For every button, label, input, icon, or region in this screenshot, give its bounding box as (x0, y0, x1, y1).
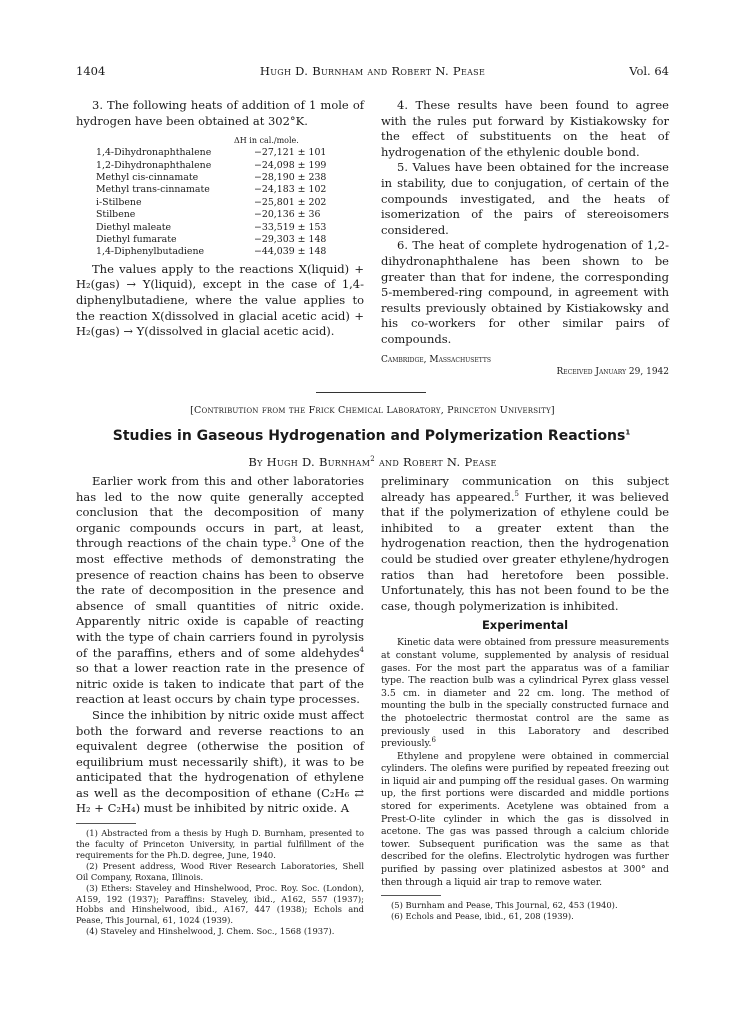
footnote: (4) Staveley and Hinshelwood, J. Chem. Soc., 1568 (1937). (86, 926, 335, 937)
footnote: (5) Burnham and Pease, This Journal, 62, 453 (1940). (391, 900, 618, 911)
heat-value: −20,136 ± 36 (254, 209, 321, 221)
received-date: Received January 29, 1942 (556, 366, 669, 377)
compound-name: 1,4-Dihydronaphthalene (96, 147, 212, 159)
experimental-heading: Experimental (481, 618, 569, 633)
footnote-mark-5: 5 (514, 489, 519, 498)
intro-p1-part-c: so that a lower reaction rate in the presence of nitric oxide is taken to indicate that part of the reaction at least occurs by chain type processes. (76, 661, 364, 707)
intro-paragraph-2: Since the inhibition by nitric oxide must affect both the forward and reverse reactions to an equivalent degree (otherwise the position of equilibrium must necessarily shift), it was to be anticipated that the hydrogenation of ethylene as well as the decomposition of ethane (C₂H₆ ⇄ H₂ + C₂H₄) must be inhibited by nitric oxide. A (76, 707, 364, 816)
byline-and: and (375, 455, 404, 469)
heat-value: −27,121 ± 101 (254, 147, 327, 159)
title-footnote-mark: 1 (625, 428, 631, 437)
footnotes-left (76, 828, 364, 937)
table-unit-label: ΔH in cal./mole. (234, 136, 299, 146)
heat-value: −29,303 ± 148 (254, 234, 327, 246)
byline-by: By (248, 455, 267, 469)
footnote: (3) Ethers: Staveley and Hinshelwood, Proc. Roy. Soc. (London), A159, 192 (1937); Paraffins: Staveley, ibid., A162, 557 (1937); Hobbs and Hinshelwood, ibid., A167, 447 (1938); Echols and Pease, This Journal, 61, 1024 (1939). (76, 882, 364, 926)
heats-table-row (96, 246, 364, 258)
footnote-rule (76, 823, 136, 824)
place-line: Cambridge, Massachusetts (381, 354, 491, 365)
heat-value: −24,098 ± 199 (254, 159, 327, 171)
footnotes-right (381, 900, 669, 922)
compound-name: 1,4-Diphenylbutadiene (96, 246, 205, 258)
compound-name: Methyl cis-cinnamate (96, 172, 199, 183)
heat-value: −25,801 ± 202 (254, 196, 327, 208)
compound-name: Stilbene (96, 209, 136, 221)
article-title-text: Studies in Gaseous Hydrogenation and Polymerization Reactions (112, 428, 626, 444)
author-2: Robert N. Pease (403, 455, 497, 469)
footnote-mark-6: 6 (431, 736, 436, 744)
footnote-mark-3: 3 (291, 536, 296, 545)
author-1: Hugh D. Burnham (266, 455, 371, 469)
intro-paragraph-3 (381, 474, 669, 614)
heats-table-row (96, 234, 364, 246)
page-number: 1404 (76, 64, 106, 78)
experimental-paragraph-2: Ethylene and propylene were obtained in commercial cylinders. The olefins were purified by repeated freezing out in liquid air and pumping off the residual gases. On warming up, the first portions were discarded and middle portions stored for experiments. Acetylene was obtained from a Prest-O-lite cylinder in which the gas is dissolved in acetone. The gas was passed through a calcium chloride tower. Subsequent purification was the same as that described for the olefins. Electrolytic hydrogen was further purified by passing over platinized asbestos at 300° and then through a liquid air trap to remove water. (381, 750, 669, 888)
article-title (60, 428, 683, 444)
experimental-paragraph-1 (381, 637, 669, 750)
heats-table-row (96, 172, 364, 184)
intro-p3-part-b: Further, it was believed that if the polymerization of ethylene could be inhibited to a greater extent than the hydrogenation reaction, then the hydrogenation could be studied over greater ethylene/hydrogen ratios than had heretofore been possible. Unfortunately, this has not been found to be the case, though polymerization is inhibited. (381, 489, 669, 613)
heats-table-row (96, 160, 364, 172)
article-divider (316, 392, 426, 393)
intro-p1-part-b: One of the most effective methods of demonstrating the presence of reaction chains has been to observe the rate of decomposition in the presence and absence of small quantities of nitric oxide. Apparently nitric oxide is capable of reacting with the type of chain carriers found in pyrolysis of the paraffins, ethers and of some aldehydes (76, 536, 364, 660)
compound-name: 1,2-Dihydronaphthalene (96, 159, 212, 171)
compound-name: Diethyl fumarate (96, 234, 177, 246)
heats-table-row (96, 147, 364, 159)
heat-value: −24,183 ± 102 (254, 184, 327, 196)
running-header (76, 64, 669, 80)
article-right-column (381, 474, 669, 922)
footnote: (6) Echols and Pease, ibid., 61, 208 (1939). (391, 911, 574, 922)
summary-item-6: 6. The heat of complete hydrogenation of 1,2-dihydronaphthalene has been shown to be greater than that for indene, the corresponding 5-membered-ring compound, in agreement with results previously obtained by Kistiakowsky and his co-workers for other similar pairs of compounds. (381, 238, 669, 346)
volume-label: Vol. 64 (629, 64, 669, 78)
contribution-line: [Contribution from the Frick Chemical Laboratory, Princeton University] (190, 405, 555, 416)
heat-value: −33,519 ± 153 (254, 221, 327, 233)
reaction-note: The values apply to the reactions X(liquid) + H₂(gas) → Y(liquid), except in the case of 1,4-diphenylbutadiene, where the value applies to the reaction X(dissolved in glacial acetic acid) + H₂(gas) → Y(dissolved in glacial acetic acid). (76, 261, 364, 339)
heat-value: −28,190 ± 238 (254, 172, 327, 183)
byline (76, 455, 669, 469)
prev-article-left-column (76, 98, 364, 340)
intro-p3-part-a: preliminary communication on this subject already has appeared. (381, 474, 669, 504)
running-title: Hugh D. Burnham and Robert N. Pease (259, 64, 486, 78)
footnote-mark-4: 4 (359, 645, 364, 654)
heats-table-row (96, 197, 364, 209)
heat-value: −44,039 ± 148 (254, 246, 327, 258)
summary-item-4: 4. These results have been found to agree with the rules put forward by Kistiakowsky for the effect of substituents on the heat of hydrogenation of the ethylenic double bond. (381, 98, 669, 159)
prev-article-right-column (381, 98, 669, 378)
footnote: (1) Abstracted from a thesis by Hugh D. Burnham, presented to the faculty of Princeton University, in partial fulfillment of the requirements for the Ph.D. degree, June, 1940. (76, 828, 364, 860)
footnote: (2) Present address, Wood River Research Laboratories, Shell Oil Company, Roxana, Illinois. (76, 860, 364, 882)
article-left-column (76, 474, 364, 937)
intro-p1-part-a: Earlier work from this and other laboratories has led to the now quite generally accepted conclusion that the decomposition of many organic compounds occurs in part, at least, through reactions of the chain type. (76, 474, 364, 551)
intro-paragraph-1 (76, 474, 364, 708)
compound-name: Methyl trans-cinnamate (96, 184, 210, 196)
summary-item-3: 3. The following heats of addition of 1 mole of hydrogen have been obtained at 302°K. (76, 98, 364, 128)
heats-table-row (96, 209, 364, 221)
experimental-p1-text: Kinetic data were obtained from pressure measurements at constant volume, supplemented by analysis of residual gases. For the most part the apparatus was of a familiar type. The reaction bulb was a cylindrical Pyrex glass vessel 3.5 cm. in diameter and 22 cm. long. The method of mounting the bulb in the specially constructed furnace and the photoelectric thermostat control are the same as previously used in this Laboratory and described previously. (381, 637, 669, 750)
author-1-footnote-mark: 2 (370, 455, 375, 464)
heats-table-row (96, 222, 364, 234)
heats-table-row (96, 184, 364, 196)
compound-name: i-Stilbene (96, 196, 142, 208)
heats-table (96, 147, 364, 259)
summary-item-5: 5. Values have been obtained for the increase in stability, due to conjugation, of certain of the compounds investigated, and the heats of isomerization of the pairs of stereoisomers considered. (381, 160, 669, 237)
footnote-rule-right (381, 895, 441, 896)
compound-name: Diethyl maleate (96, 221, 172, 233)
